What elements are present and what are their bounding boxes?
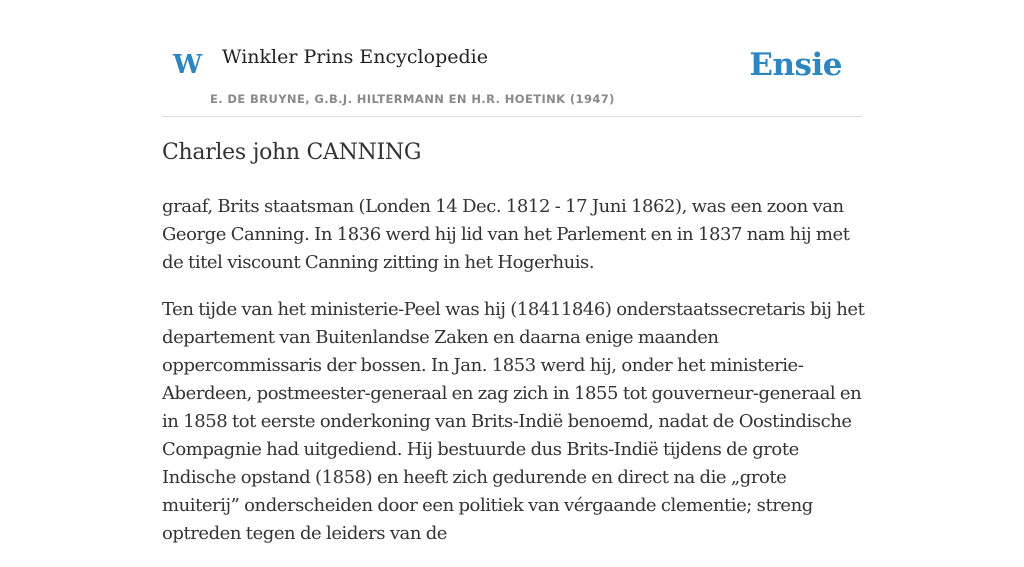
article <box>162 138 867 567</box>
book-title-link[interactable]: Winkler Prins Encyclopedie <box>222 46 488 68</box>
site-header <box>162 0 862 117</box>
ensie-logo-link[interactable]: Ensie <box>749 47 842 83</box>
article-title: Charles john CANNING <box>162 140 422 165</box>
article-paragraph: Ten tijde van het ministerie-Peel was hij (18411846) onderstaatssecretaris bij het departement van Buitenlandse Zaken en daarna enige maanden oppercommissaris der bossen. In Jan. 1853 werd hij, onder het ministerie-Aberdeen, postmeester-generaal en zag zich in 1855 tot gouverneur-generaal en in 1858 tot eerste onderkoning van Brits-Indië benoemd, nadat de Oostindische Compagnie had uitgediend. Hij bestuurde dus Brits-Indië tijdens de grote Indische opstand (1858) en heeft zich gedurende en direct na die „grote muiterij” onderscheiden door een politiek van vérgaande clementie; streng optreden tegen de leiders van de <box>162 298 865 544</box>
article-paragraph: graaf, Brits staatsman (Londen 14 Dec. 1812 - 17 Juni 1862), was een zoon van George Canning. In 1836 werd hij lid van het Parlement en in 1837 nam hij met de titel viscount Canning zitting in het Hogerhuis. <box>162 195 850 273</box>
book-authors: E. DE BRUYNE, G.B.J. HILTERMANN EN H.R. HOETINK (1947) <box>210 92 615 106</box>
article-body <box>162 193 867 548</box>
winkler-prins-logo-icon[interactable]: W <box>173 50 203 80</box>
